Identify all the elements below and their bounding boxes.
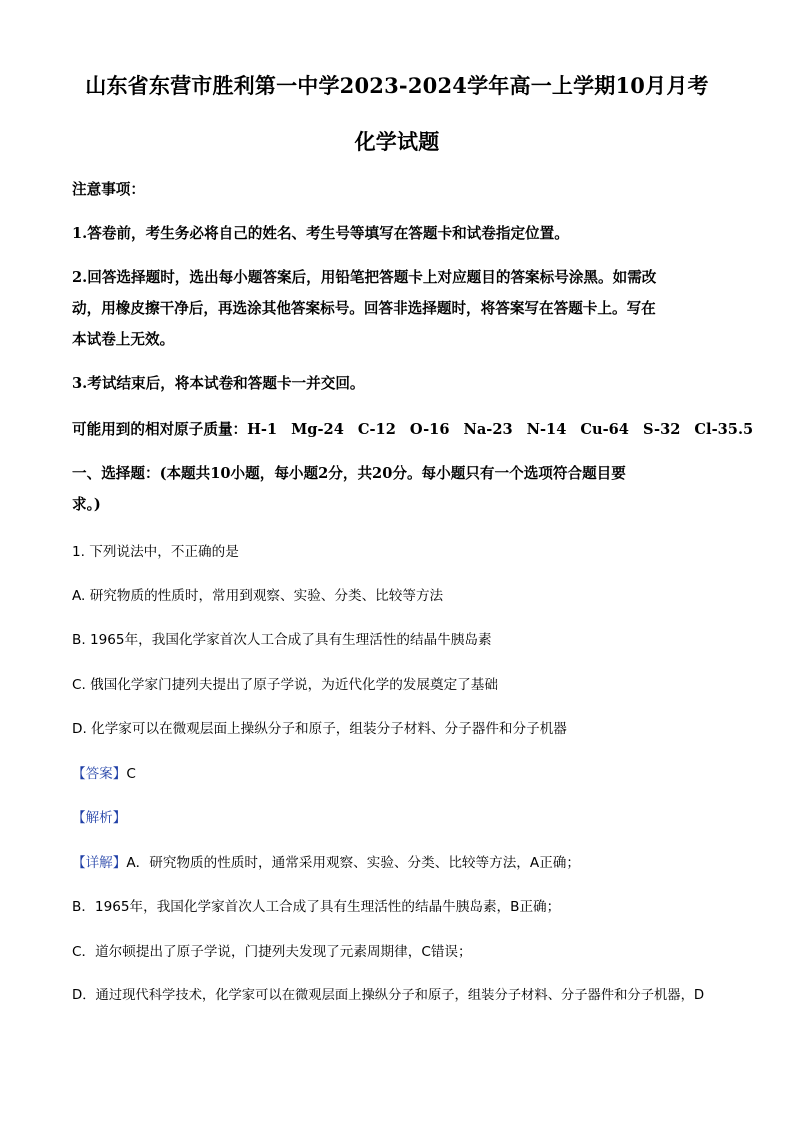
question-1-option-b: B. 1965年，我国化学家首次人工合成了具有生理活性的结晶牛胰岛素 <box>72 632 492 648</box>
question-1-stem: 1. 下列说法中，不正确的是 <box>72 544 239 560</box>
exam-subject-title: 化学试题 <box>354 129 440 154</box>
notice-item-1: 1.答卷前，考生务必将自己的姓名、考生号等填写在答题卡和试卷指定位置。 <box>72 225 569 242</box>
question-1-option-c: C. 俄国化学家门捷列夫提出了原子学说，为近代化学的发展奠定了基础 <box>72 677 498 693</box>
atomic-mass-o: O-16 <box>409 421 450 438</box>
detail-b: B．1965年，我国化学家首次人工合成了具有生理活性的结晶牛胰岛素，B正确； <box>72 899 561 915</box>
section-1-heading-line-2: 求。) <box>72 496 101 513</box>
notice-item-2-line-2: 动，用橡皮擦干净后，再选涂其他答案标号。回答非选择题时，将答案写在答题卡上。写在 <box>72 300 656 317</box>
atomic-mass-cl: Cl-35.5 <box>694 421 754 438</box>
detail-d: D．通过现代科学技术，化学家可以在微观层面上操纵分子和原子，组装分子材料、分子器件和分子机器，D <box>72 988 705 1003</box>
exam-title: 山东省东营市胜利第一中学2023-2024学年高一上学期10月月考 <box>85 73 709 98</box>
question-1-option-d: D. 化学家可以在微观层面上操纵分子和原子，组装分子材料、分子器件和分子机器 <box>72 721 567 737</box>
answer-value: C <box>126 766 136 782</box>
detail-tag: 【详解】 <box>72 855 127 871</box>
detail-c: C．道尔顿提出了原子学说，门捷列夫发现了元素周期律，C错误； <box>72 944 472 960</box>
detail-a: A．研究物质的性质时，通常采用观察、实验、分类、比较等方法，A正确； <box>126 855 580 871</box>
question-1-option-a: A. 研究物质的性质时，常用到观察、实验、分类、比较等方法 <box>72 588 444 604</box>
answer-line <box>72 762 136 782</box>
atomic-mass-label: 可能用到的相对原子质量： <box>72 421 248 438</box>
atomic-mass-na: Na-23 <box>463 421 513 438</box>
notice-item-2-line-3: 本试卷上无效。 <box>72 331 175 348</box>
atomic-mass-mg: Mg-24 <box>291 421 344 438</box>
detail-line-a <box>72 851 580 871</box>
atomic-mass-line <box>72 418 753 439</box>
analysis-tag: 【解析】 <box>72 810 127 826</box>
atomic-mass-n: N-14 <box>526 421 567 438</box>
atomic-mass-c: C-12 <box>357 421 396 438</box>
atomic-mass-cu: Cu-64 <box>580 421 629 438</box>
atomic-mass-s: S-32 <box>642 421 681 438</box>
notice-heading: 注意事项： <box>72 181 145 198</box>
section-1-heading-line-1: 一、选择题：(本题共10小题，每小题2分，共20分。每小题只有一个选项符合题目要 <box>72 465 626 482</box>
atomic-mass-h: H-1 <box>247 421 278 438</box>
notice-item-2-line-1: 2.回答选择题时，选出每小题答案后，用铅笔把答题卡上对应题目的答案标号涂黑。如需改 <box>72 269 657 286</box>
analysis-line <box>72 806 126 826</box>
answer-tag: 【答案】 <box>72 766 127 782</box>
notice-item-3: 3.考试结束后，将本试卷和答题卡一并交回。 <box>72 375 365 392</box>
